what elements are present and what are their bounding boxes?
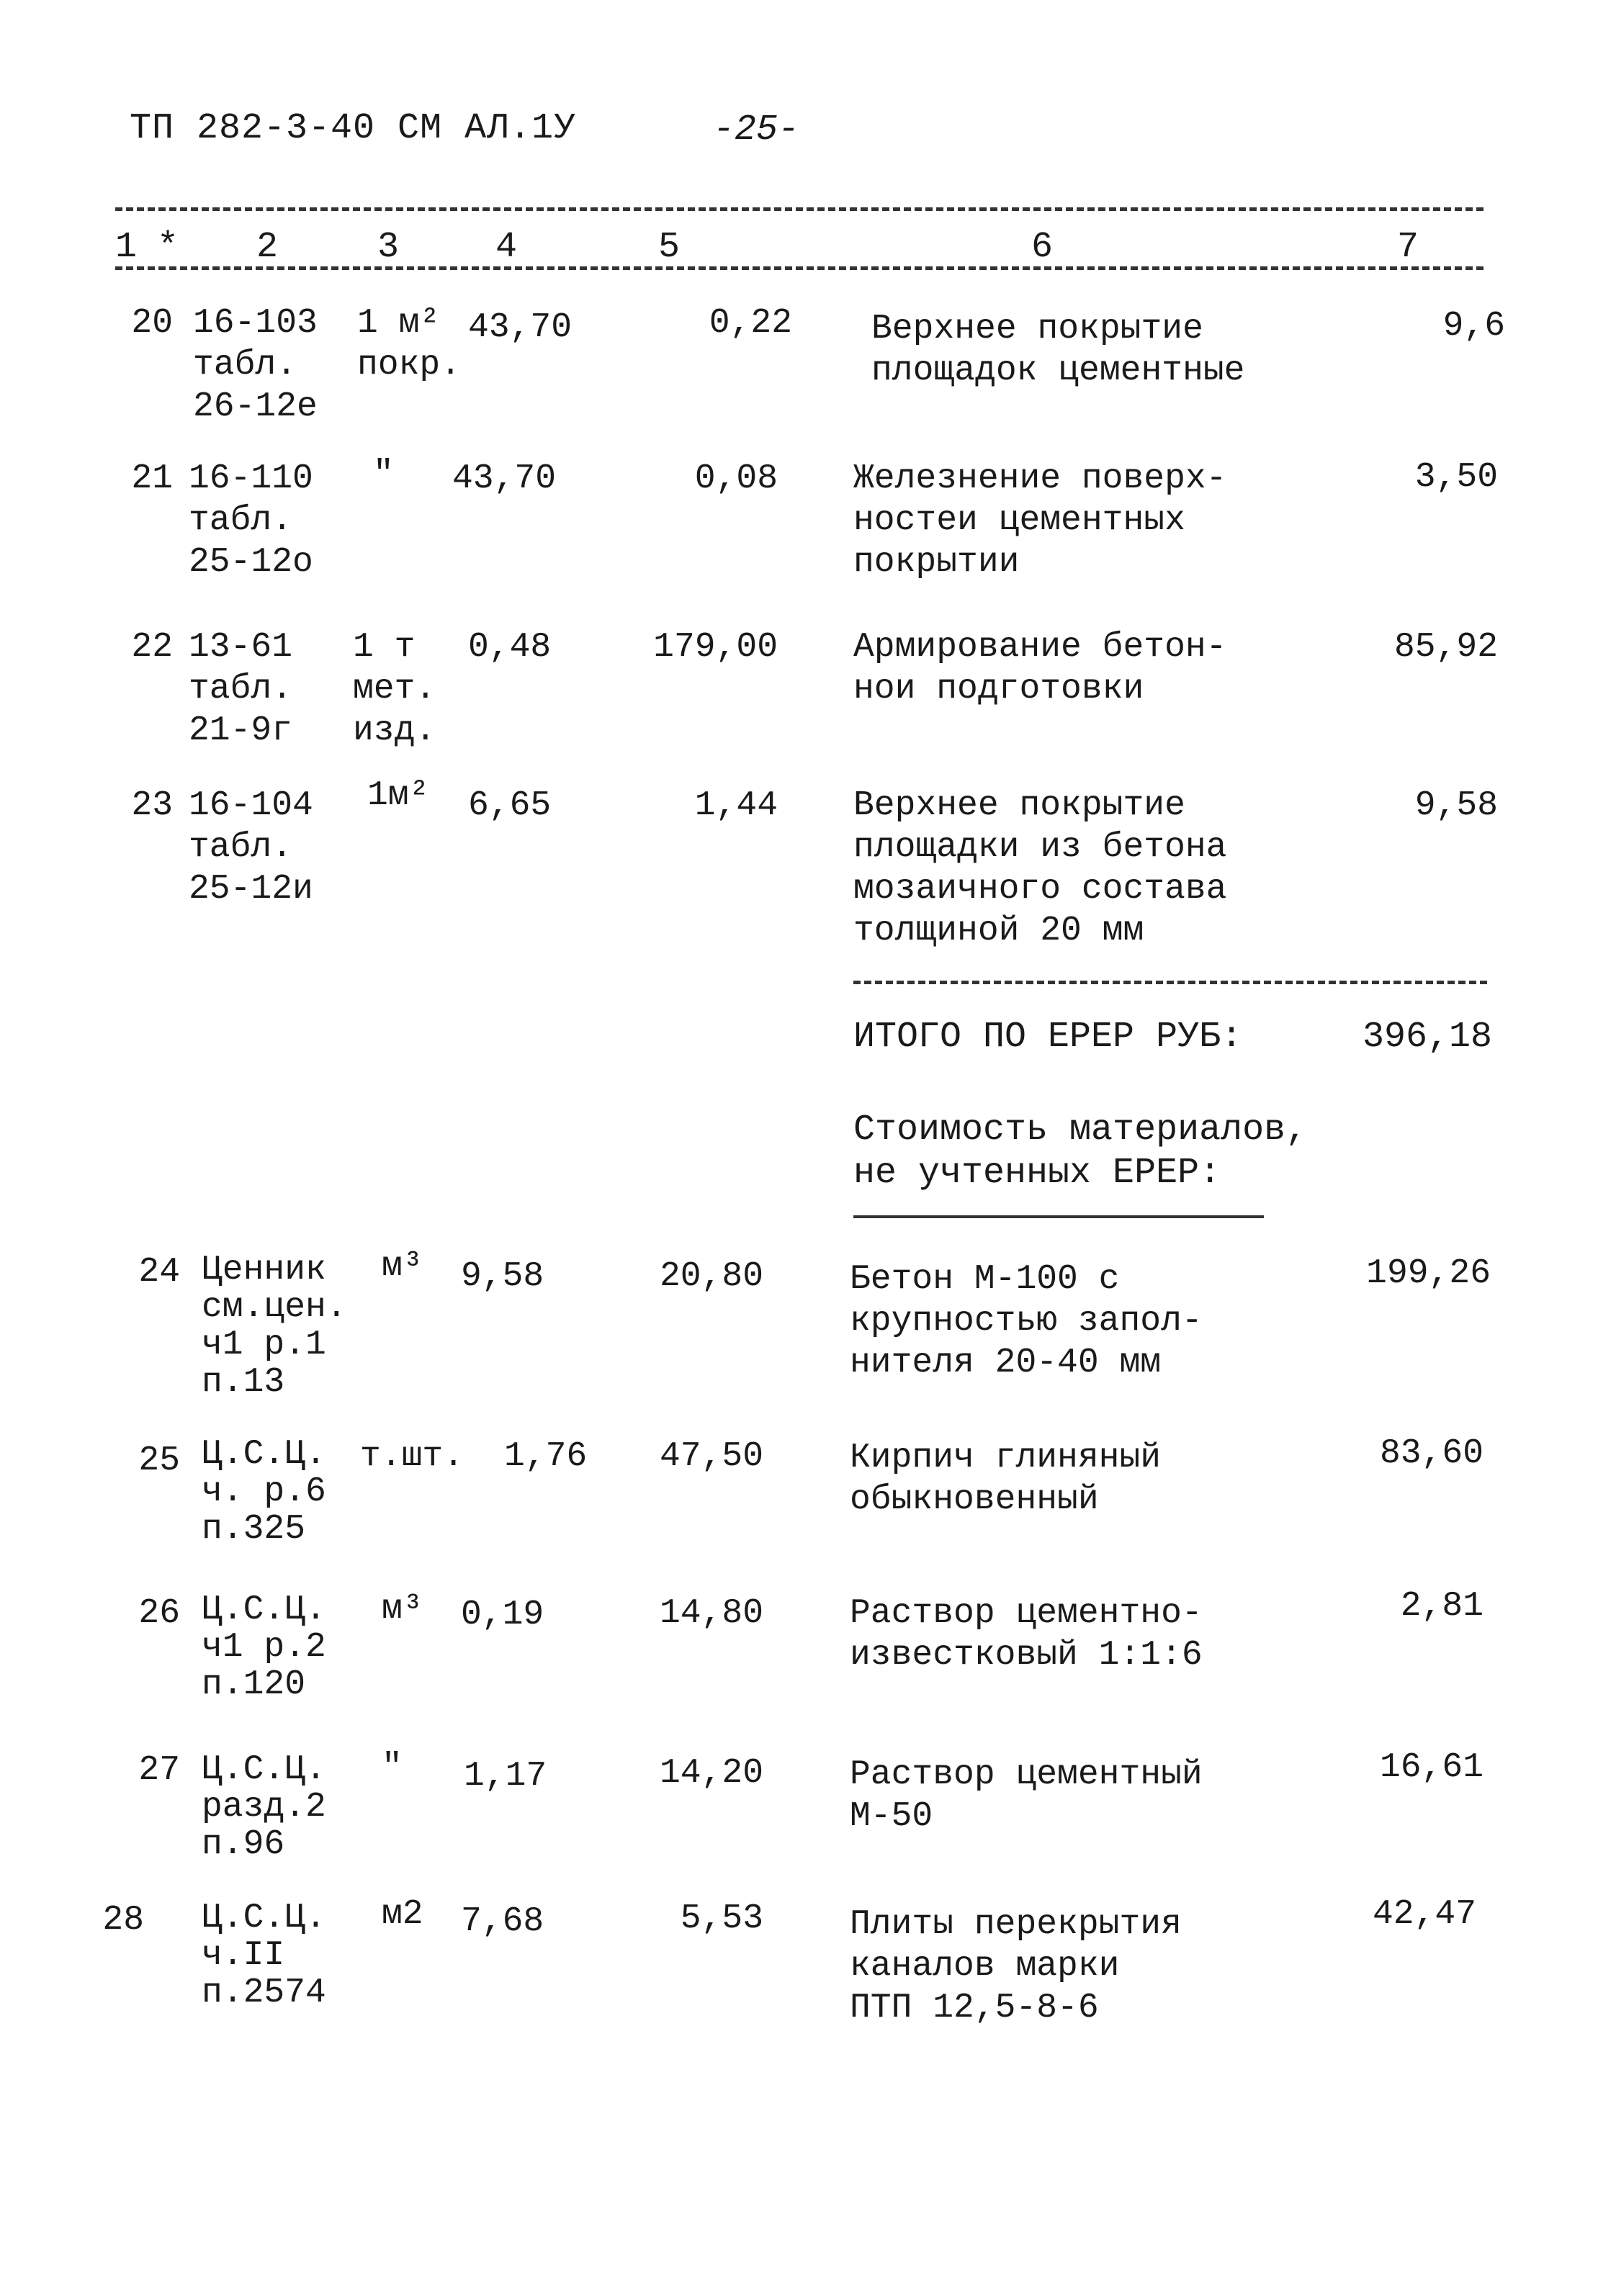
row-25-number: 25 [138, 1441, 180, 1480]
page-number: -25- [713, 109, 800, 150]
row-21-unit: " [373, 455, 394, 494]
row-27-price: 14,20 [659, 1754, 763, 1793]
row-25-total: 83,60 [1379, 1434, 1483, 1473]
row-22-code: 13-61 табл. 21-9г [189, 628, 293, 750]
subtotal-rule [853, 981, 1487, 984]
row-26-code: Ц.С.Ц. ч1 р.2 п.120 [202, 1590, 326, 1704]
column-header-4: 4 [495, 227, 518, 268]
row-26-number: 26 [138, 1594, 180, 1633]
header-top-rule [115, 207, 1483, 211]
row-23-total: 9,58 [1414, 786, 1498, 825]
row-28-unit: м2 [382, 1895, 423, 1934]
column-header-star: * [157, 227, 179, 268]
row-23-code: 16-104 табл. 25-12и [189, 786, 313, 909]
row-28-description: Плиты перекрытия каналов марки ПТП 12,5-8-6 [850, 1905, 1182, 2027]
row-25-description: Кирпич глиняный обыкновенный [850, 1439, 1162, 1519]
column-header-2: 2 [256, 227, 279, 268]
row-20-number: 20 [131, 304, 173, 343]
materials-underline [853, 1215, 1264, 1218]
row-20-code: 16-103 табл. 26-12е [193, 304, 318, 426]
row-20-price: 0,22 [709, 304, 792, 343]
row-23-number: 23 [131, 786, 173, 825]
row-22-total: 85,92 [1393, 628, 1498, 667]
row-28-price: 5,53 [680, 1899, 763, 1938]
row-26-total: 2,81 [1400, 1587, 1483, 1626]
row-26-unit: м³ [382, 1590, 423, 1629]
row-23-description: Верхнее покрытие площадки из бетона мозаичного состава толщиной 20 мм [853, 786, 1227, 950]
row-27-code: Ц.С.Ц. разд.2 п.96 [202, 1750, 326, 1864]
row-20-total: 9,6 [1442, 307, 1505, 346]
column-header-5: 5 [658, 227, 681, 268]
row-25-quantity: 1,76 [504, 1437, 588, 1476]
row-28-quantity: 7,68 [461, 1902, 544, 1941]
row-27-description: Раствор цементный М-50 [850, 1755, 1203, 1836]
subtotal-label: ИТОГО ПО ЕРЕР РУБ: [853, 1017, 1243, 1058]
column-header-1: 1 [115, 227, 138, 268]
row-26-price: 14,80 [659, 1594, 763, 1633]
row-27-quantity: 1,17 [464, 1757, 547, 1796]
subtotal-value: 396,18 [1362, 1017, 1492, 1058]
row-24-unit: м³ [382, 1247, 423, 1286]
column-header-7: 7 [1397, 227, 1419, 268]
row-22-price: 179,00 [653, 628, 778, 667]
row-21-code: 16-110 табл. 25-12о [189, 459, 313, 582]
row-25-price: 47,50 [659, 1437, 763, 1476]
row-24-description: Бетон М-100 с крупностью запол- нителя 20-40 мм [850, 1260, 1203, 1382]
row-25-code: Ц.С.Ц. ч. р.6 п.325 [202, 1435, 326, 1549]
column-header-3: 3 [377, 227, 400, 268]
row-26-description: Раствор цементно- известковый 1:1:6 [850, 1594, 1203, 1675]
row-21-number: 21 [131, 459, 173, 498]
row-21-total: 3,50 [1414, 458, 1498, 497]
row-22-unit: 1 т мет. изд. [353, 628, 436, 750]
row-22-quantity: 0,48 [468, 628, 552, 667]
row-23-unit: 1м² [367, 776, 430, 815]
row-28-code: Ц.С.Ц. ч.II п.2574 [202, 1899, 326, 2012]
row-22-number: 22 [131, 628, 173, 667]
row-22-description: Армирование бетон- нои подготовки [853, 628, 1227, 708]
row-24-code: Ценник см.цен. ч1 р.1 п.13 [202, 1251, 347, 1402]
row-24-number: 24 [138, 1253, 180, 1292]
row-21-quantity: 43,70 [452, 459, 557, 498]
document-code: ТП 282-3-40 СМ АЛ.1У [130, 108, 577, 149]
row-27-number: 27 [138, 1751, 180, 1790]
row-26-quantity: 0,19 [461, 1595, 544, 1634]
row-28-total: 42,47 [1372, 1895, 1476, 1934]
materials-note: Стоимость материалов, не учтенных ЕРЕР: [853, 1109, 1308, 1194]
row-27-total: 16,61 [1379, 1748, 1483, 1787]
row-27-unit: " [382, 1748, 403, 1787]
row-28-number: 28 [102, 1901, 144, 1940]
header-bottom-rule [115, 266, 1483, 270]
row-21-price: 0,08 [694, 459, 778, 498]
row-21-description: Железнение поверх- ностеи цементных покрытии [853, 459, 1227, 582]
row-23-quantity: 6,65 [468, 786, 552, 825]
column-header-6: 6 [1031, 227, 1054, 268]
row-20-unit: 1 м² покр. [357, 304, 462, 384]
row-24-price: 20,80 [659, 1257, 763, 1296]
row-24-total: 199,26 [1366, 1254, 1491, 1293]
row-24-quantity: 9,58 [461, 1257, 544, 1296]
row-23-price: 1,44 [694, 786, 778, 825]
row-20-description: Верхнее покрытие площадок цементные [871, 310, 1245, 390]
row-25-unit: т.шт. [360, 1437, 464, 1476]
row-20-quantity: 43,70 [468, 308, 573, 347]
